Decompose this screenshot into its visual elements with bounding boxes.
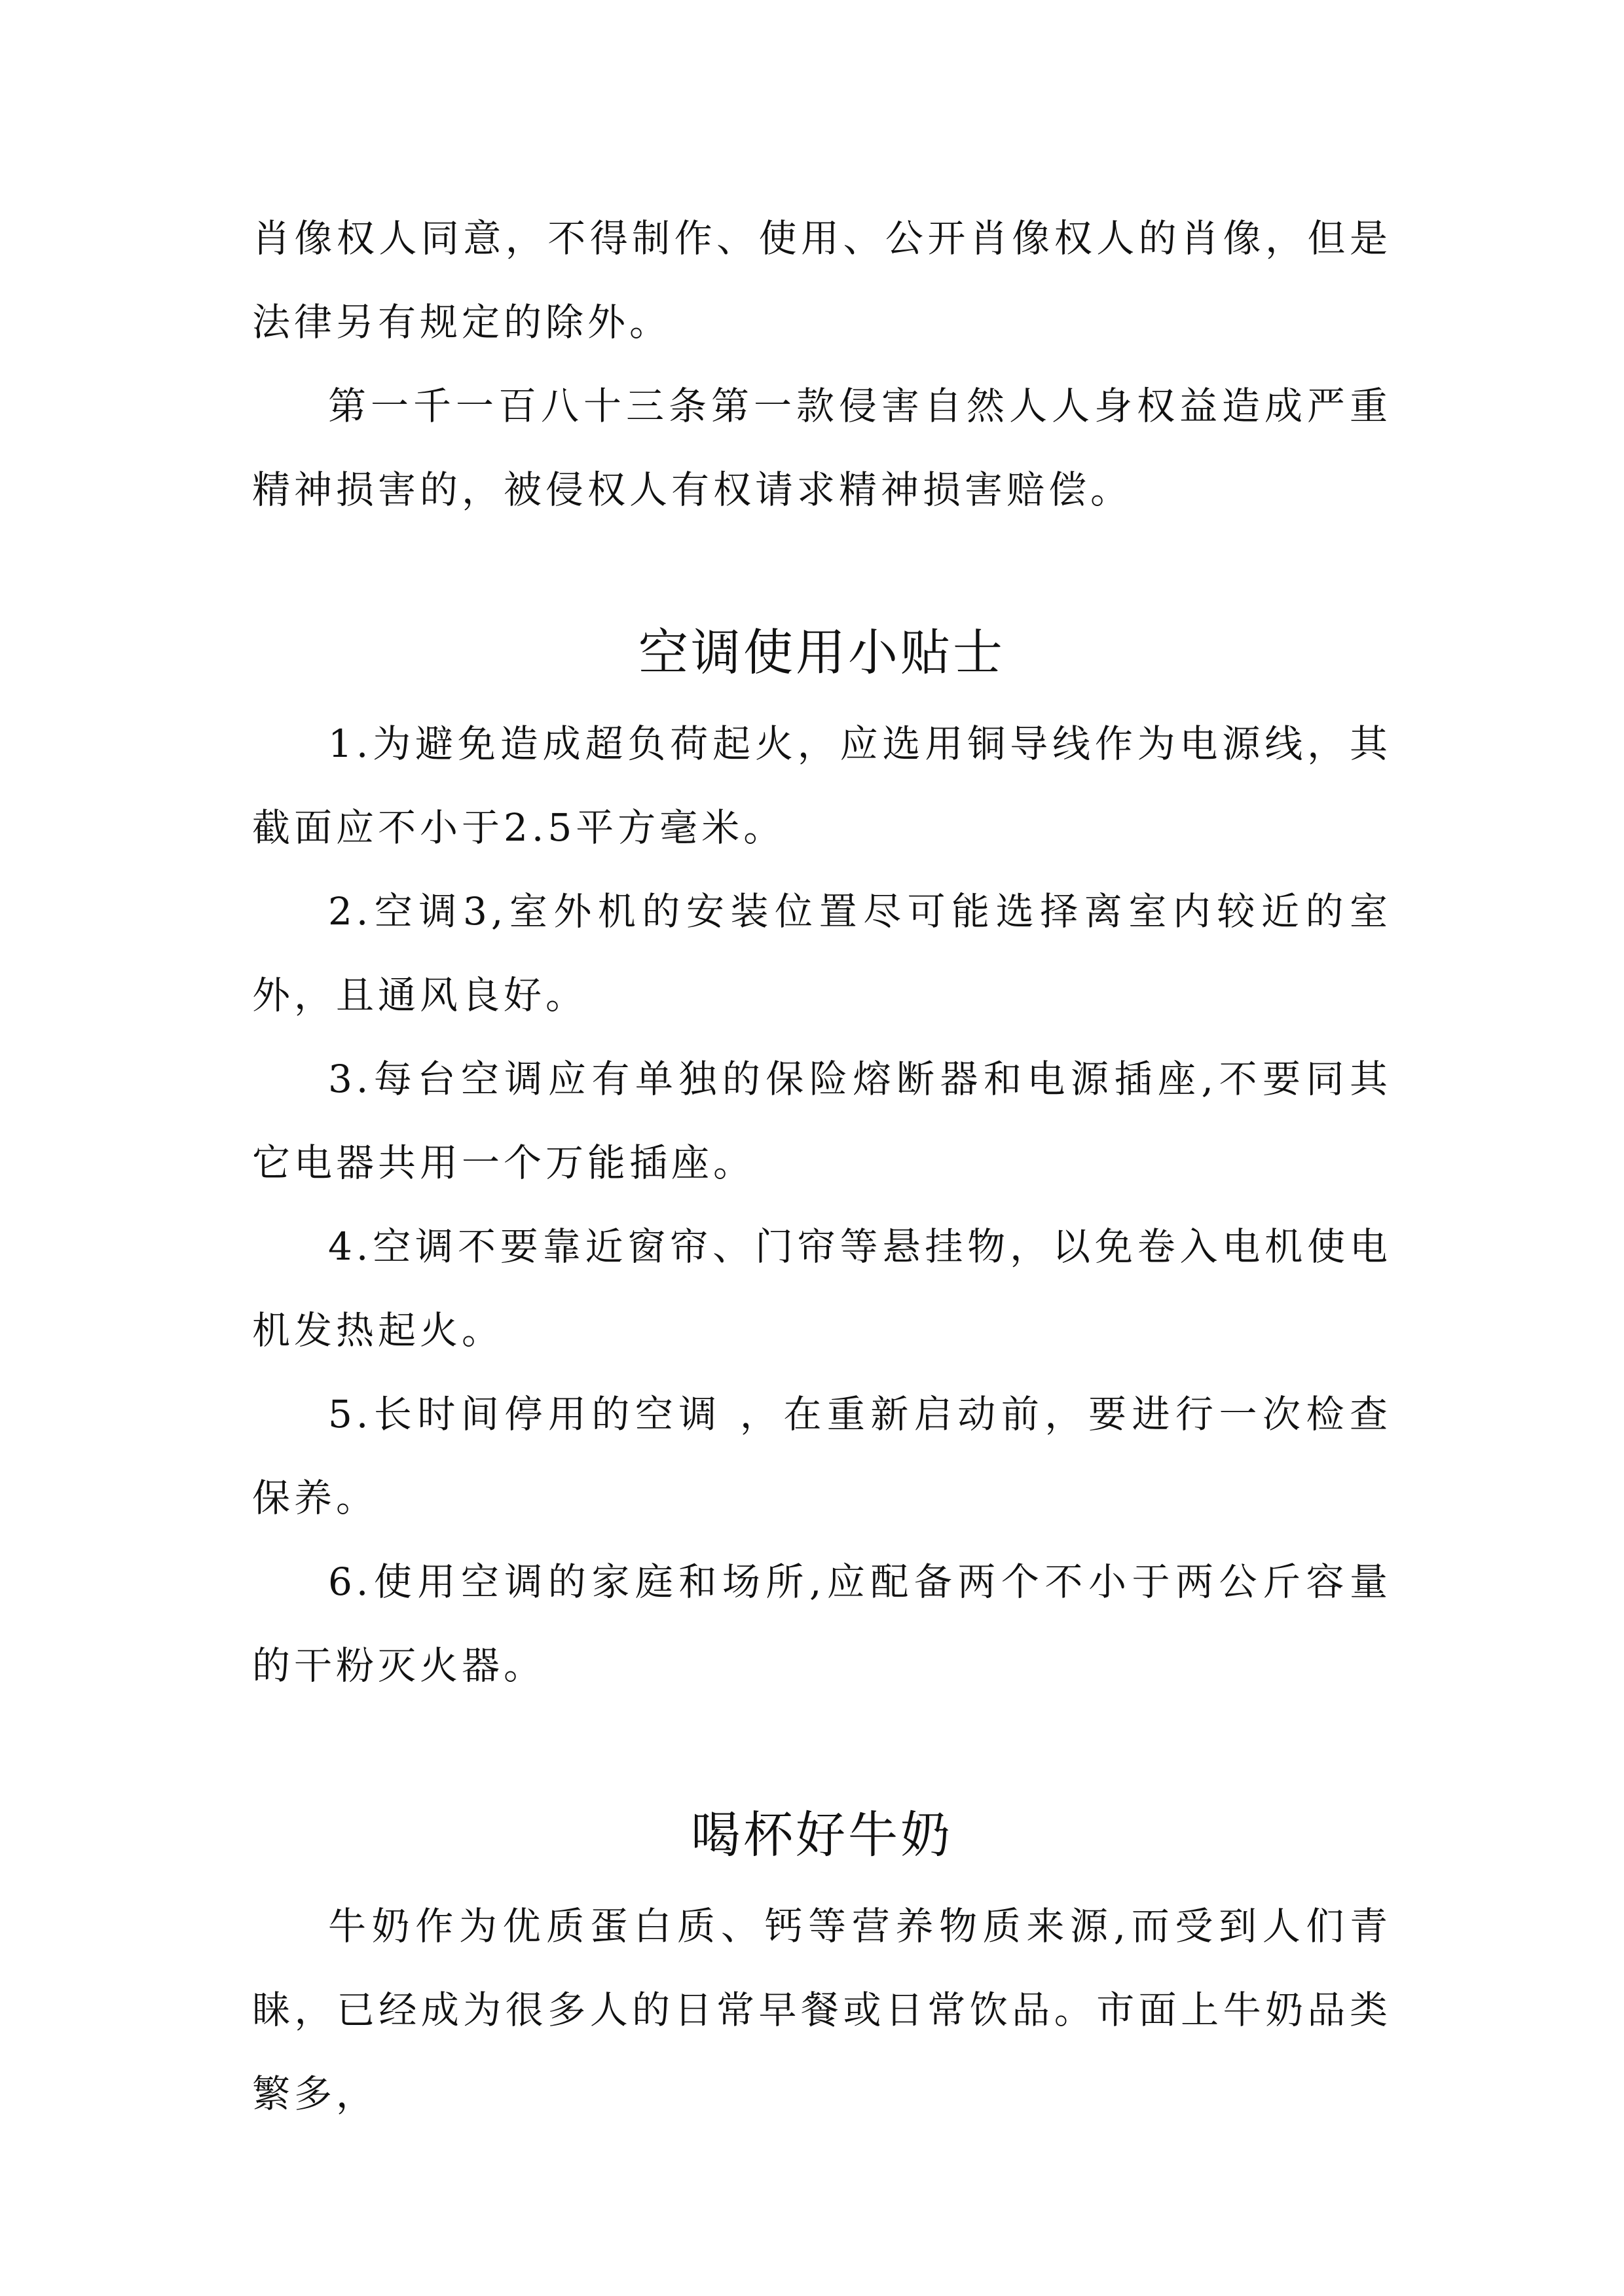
ac-tip-6: 6.使用空调的家庭和场所,应配备两个不小于两公斤容量的干粉灭火器。 [252,1559,1392,1688]
heading-ac-tips: 空调使用小贴士 [638,623,1005,682]
ac-tip-3: 3.每台空调应有单独的保险熔断器和电源插座,不要同其它电器共用一个万能插座。 [252,1057,1392,1185]
paragraph-portrait-rights: 肖像权人同意，不得制作、使用、公开肖像权人的肖像，但是法律另有规定的除外。 [252,216,1392,344]
ac-tip-5: 5.长时间停用的空调 ，在重新启动前，要进行一次检查保养。 [252,1392,1392,1520]
document-page [252,196,1392,2136]
ac-tip-1: 1.为避免造成超负荷起火，应选用铜导线作为电源线，其截面应不小于2.5平方毫米。 [252,721,1392,850]
heading-milk: 喝杯好牛奶 [691,1806,953,1864]
paragraph-article-1183: 第一千一百八十三条第一款侵害自然人人身权益造成严重精神损害的，被侵权人有权请求精神损害赔偿。 [252,384,1392,512]
ac-tip-4: 4.空调不要靠近窗帘、门帘等悬挂物，以免卷入电机使电机发热起火。 [252,1224,1392,1353]
paragraph-milk-intro: 牛奶作为优质蛋白质、钙等营养物质来源,而受到人们青睐，已经成为很多人的日常早餐或日常饮品。市面上牛奶品类繁多， [252,1904,1392,2116]
ac-tip-2: 2.空调3,室外机的安装位置尽可能选择离室内较近的室外，且通风良好。 [252,889,1392,1017]
